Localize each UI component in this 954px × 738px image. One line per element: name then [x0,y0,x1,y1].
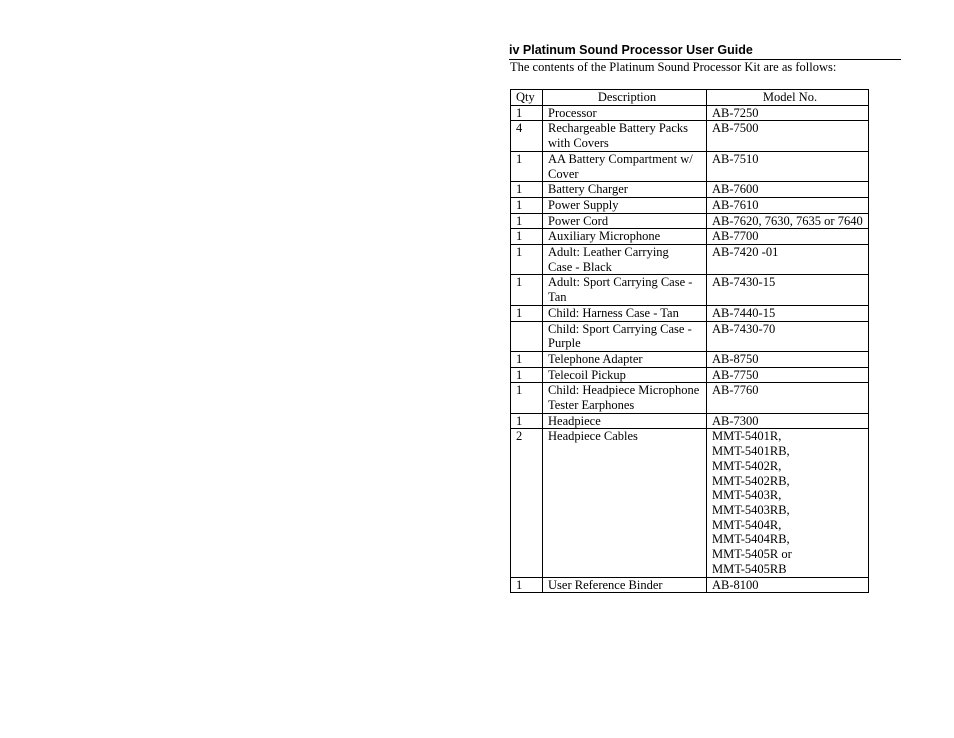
description-cell [543,213,707,229]
kit-contents-table [510,89,869,593]
description-cell [543,275,707,305]
model-cell [707,577,869,593]
table-row [511,182,869,198]
description-cell [543,383,707,413]
description-line: Power Supply [548,197,619,212]
model-line: AB-7750 [712,367,759,382]
description-cell [543,321,707,351]
qty-cell: 1 [511,245,543,275]
description-line: Cover [548,166,579,181]
table-header-row [511,90,869,106]
model-cell [707,197,869,213]
qty-cell: 2 [511,429,543,577]
model-line: AB-7760 [712,383,759,398]
intro-text: The contents of the Platinum Sound Processor Kit are as follows: [510,60,837,74]
description-line: Adult: Sport Carrying Case - [548,275,693,290]
model-cell [707,367,869,383]
model-line: AB-7440-15 [712,305,776,320]
description-cell [543,413,707,429]
qty-cell: 1 [511,275,543,305]
description-cell [543,429,707,577]
model-line: MMT-5404R, [712,517,782,532]
page-header: iv Platinum Sound Processor User Guide [509,43,901,60]
column-header-description: Description [543,90,707,106]
table-row [511,577,869,593]
table-row [511,121,869,151]
description-cell [543,105,707,121]
column-header-qty: Qty [511,90,543,106]
description-cell [543,367,707,383]
qty-cell: 1 [511,229,543,245]
description-line: Case - Black [548,259,612,274]
table-row [511,321,869,351]
table-row [511,197,869,213]
description-cell [543,151,707,181]
description-line: Child: Harness Case - Tan [548,305,679,320]
model-line: AB-7700 [712,229,759,244]
qty-cell: 1 [511,182,543,198]
table-row [511,151,869,181]
description-line: User Reference Binder [548,577,663,592]
description-line: Processor [548,105,597,120]
description-line: with Covers [548,136,609,151]
model-cell [707,351,869,367]
table-row [511,367,869,383]
model-line: AB-8750 [712,351,759,366]
qty-cell: 1 [511,577,543,593]
table-row [511,351,869,367]
table-row [511,429,869,577]
qty-cell [511,321,543,351]
model-cell [707,429,869,577]
qty-cell: 1 [511,367,543,383]
model-cell [707,305,869,321]
qty-cell: 1 [511,213,543,229]
description-line: Telephone Adapter [548,351,643,366]
description-line: Adult: Leather Carrying [548,245,669,260]
model-line: MMT-5402R, [712,458,782,473]
description-line: AA Battery Compartment w/ [548,151,693,166]
column-header-model: Model No. [707,90,869,106]
model-line: MMT-5401RB, [712,444,790,459]
description-cell [543,305,707,321]
model-line: AB-7430-70 [712,321,776,336]
model-cell [707,413,869,429]
model-cell [707,105,869,121]
qty-cell: 1 [511,305,543,321]
description-line: Battery Charger [548,182,628,197]
qty-cell: 1 [511,383,543,413]
model-line: MMT-5402RB, [712,473,790,488]
model-line: AB-7600 [712,182,759,197]
model-line: MMT-5404RB, [712,532,790,547]
description-cell [543,229,707,245]
description-line: Telecoil Pickup [548,367,626,382]
description-line: Headpiece Cables [548,429,638,444]
model-line: AB-7430-15 [712,275,776,290]
model-cell [707,121,869,151]
qty-cell: 1 [511,413,543,429]
description-line: Child: Sport Carrying Case - [548,321,692,336]
table-row [511,245,869,275]
table-body [511,105,869,593]
description-cell [543,245,707,275]
model-cell [707,182,869,198]
qty-cell: 1 [511,105,543,121]
model-line: AB-7300 [712,413,759,428]
description-cell [543,577,707,593]
qty-cell: 1 [511,151,543,181]
model-line: MMT-5403R, [712,488,782,503]
table-row [511,275,869,305]
table-row [511,229,869,245]
table-row [511,213,869,229]
model-cell [707,229,869,245]
qty-cell: 4 [511,121,543,151]
table-row [511,413,869,429]
description-line: Tan [548,290,567,305]
description-line: Tester Earphones [548,398,635,413]
description-cell [543,197,707,213]
model-line: AB-7420 -01 [712,245,779,260]
model-line: MMT-5405RB [712,561,787,576]
description-line: Power Cord [548,213,609,228]
model-line: AB-7500 [712,121,759,136]
model-line: AB-8100 [712,577,759,592]
model-line: AB-7250 [712,105,759,120]
qty-cell: 1 [511,351,543,367]
description-line: Headpiece [548,413,601,428]
model-line: AB-7610 [712,197,759,212]
table-row [511,383,869,413]
model-line: AB-7510 [712,151,759,166]
model-line: MMT-5403RB, [712,502,790,517]
model-cell [707,151,869,181]
model-line: MMT-5401R, [712,429,782,444]
table-row [511,105,869,121]
model-cell [707,321,869,351]
model-cell [707,213,869,229]
qty-cell: 1 [511,197,543,213]
model-line: AB-7620, 7630, 7635 or 7640 [712,213,863,228]
model-cell [707,383,869,413]
description-cell [543,182,707,198]
description-line: Purple [548,336,581,351]
description-cell [543,121,707,151]
model-cell [707,275,869,305]
model-line: MMT-5405R or [712,547,792,562]
model-cell [707,245,869,275]
description-line: Auxiliary Microphone [548,229,661,244]
description-line: Rechargeable Battery Packs [548,121,688,136]
description-line: Child: Headpiece Microphone [548,383,700,398]
table-row [511,305,869,321]
description-cell [543,351,707,367]
